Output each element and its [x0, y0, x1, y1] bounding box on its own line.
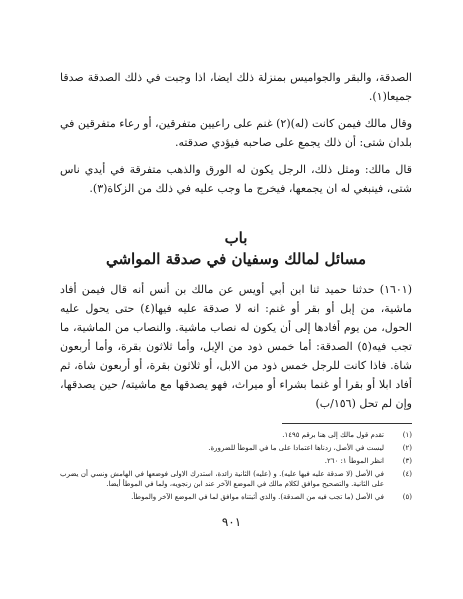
footnote-number: (٤): [402, 470, 412, 478]
paragraph-3: قال مالك: ومثل ذلك، الرجل يكون له الورق والذهب متفرقة في أيدي ناس شتى، فينبغي له ان يجمعها، فيخرج ما وجب عليه في ذلك من الزكاة(٣).: [60, 163, 412, 195]
footnote-item: [60, 492, 412, 502]
footnote-text: في الأصل (لا صدقة عليه فيها عليه). و (عليه) الثانية زائدة، استدرك الاولى فوضعها في الهامش ونسي أن يضرب على الثانية. والتصحيح موافق لكلام مالك في الموضع الآخر عند ابن زنجويه، ولما في الموطأ أيضا.: [60, 470, 384, 488]
footnote-text: في الأصل (ما تجب فيه من الصدقة). والذي أثبتناه موافق لما في الموضع الآخر والموطأ.: [131, 493, 384, 501]
footnote-text: ليست في الأصل، زدناها اعتمادا على ما في الموطأ للضرورة.: [208, 444, 384, 452]
footnote-text: انظر الموطأ ١: ٢٦٠.: [324, 457, 384, 465]
page-content: [60, 68, 412, 505]
footnote-number: (٢): [402, 444, 412, 452]
footnote-divider: [282, 423, 412, 424]
hadith-paragraph: (١٦٠١) حدثنا حميد ثنا ابن أبي أويس عن مالك بن أنس أنه قال فيمن أفاد ماشية، من إبل أو بقر أو غنم: انه لا صدقة عليه فيها(٤) حتى يحول عليه الحول، من يوم أفادها إلى أن يكون له نصاب ماشية. والنصاب من الماشية، ما تجب فيه(٥) الصدقة: أما خمس ذود من الإبل، وأما ثلاثون بقرة، وأما أربعون شاة. فاذا كانت للرجل خمس ذود من الابل، أو ثلاثون بقرة، أو أربعون شاة، ثم أفاد ابلا أو بقرا أو غنما بشراء أو ميراث، فهو يصدقها مع ماشيته/ حين يصدقها، وإن لم تحل (١٥٦/ب): [60, 283, 412, 410]
footnote-number: (٥): [402, 493, 412, 501]
footnote-item: [60, 469, 412, 489]
footnote-item: [60, 430, 412, 440]
chapter-label: باب: [224, 229, 248, 247]
paragraph-1: الصدقة، والبقر والجواميس بمنزلة ذلك ايضا، اذا وجبت في ذلك الصدقة صدقا جميعا(١).: [60, 71, 412, 103]
footnote-list: [60, 430, 412, 502]
footnote-text: تقدم قول مالك إلى هنا برقم ١٤٩٥.: [282, 431, 384, 439]
chapter-title: مسائل لمالك وسفيان في صدقة المواشي: [105, 250, 367, 268]
paragraph-2: وقال مالك فيمن كانت (له)(٢) غنم على راعيين متفرقين، أو رعاء متفرقين في بلدان شتى: أن ذلك يجمع على صاحبه فيؤدي صدقته.: [60, 117, 413, 149]
footnote-number: (١): [402, 431, 412, 439]
footnote-number: (٣): [402, 457, 412, 465]
page-number: ٩٠١: [221, 515, 242, 529]
footnote-item: [60, 443, 412, 453]
footnote-item: [60, 456, 412, 466]
